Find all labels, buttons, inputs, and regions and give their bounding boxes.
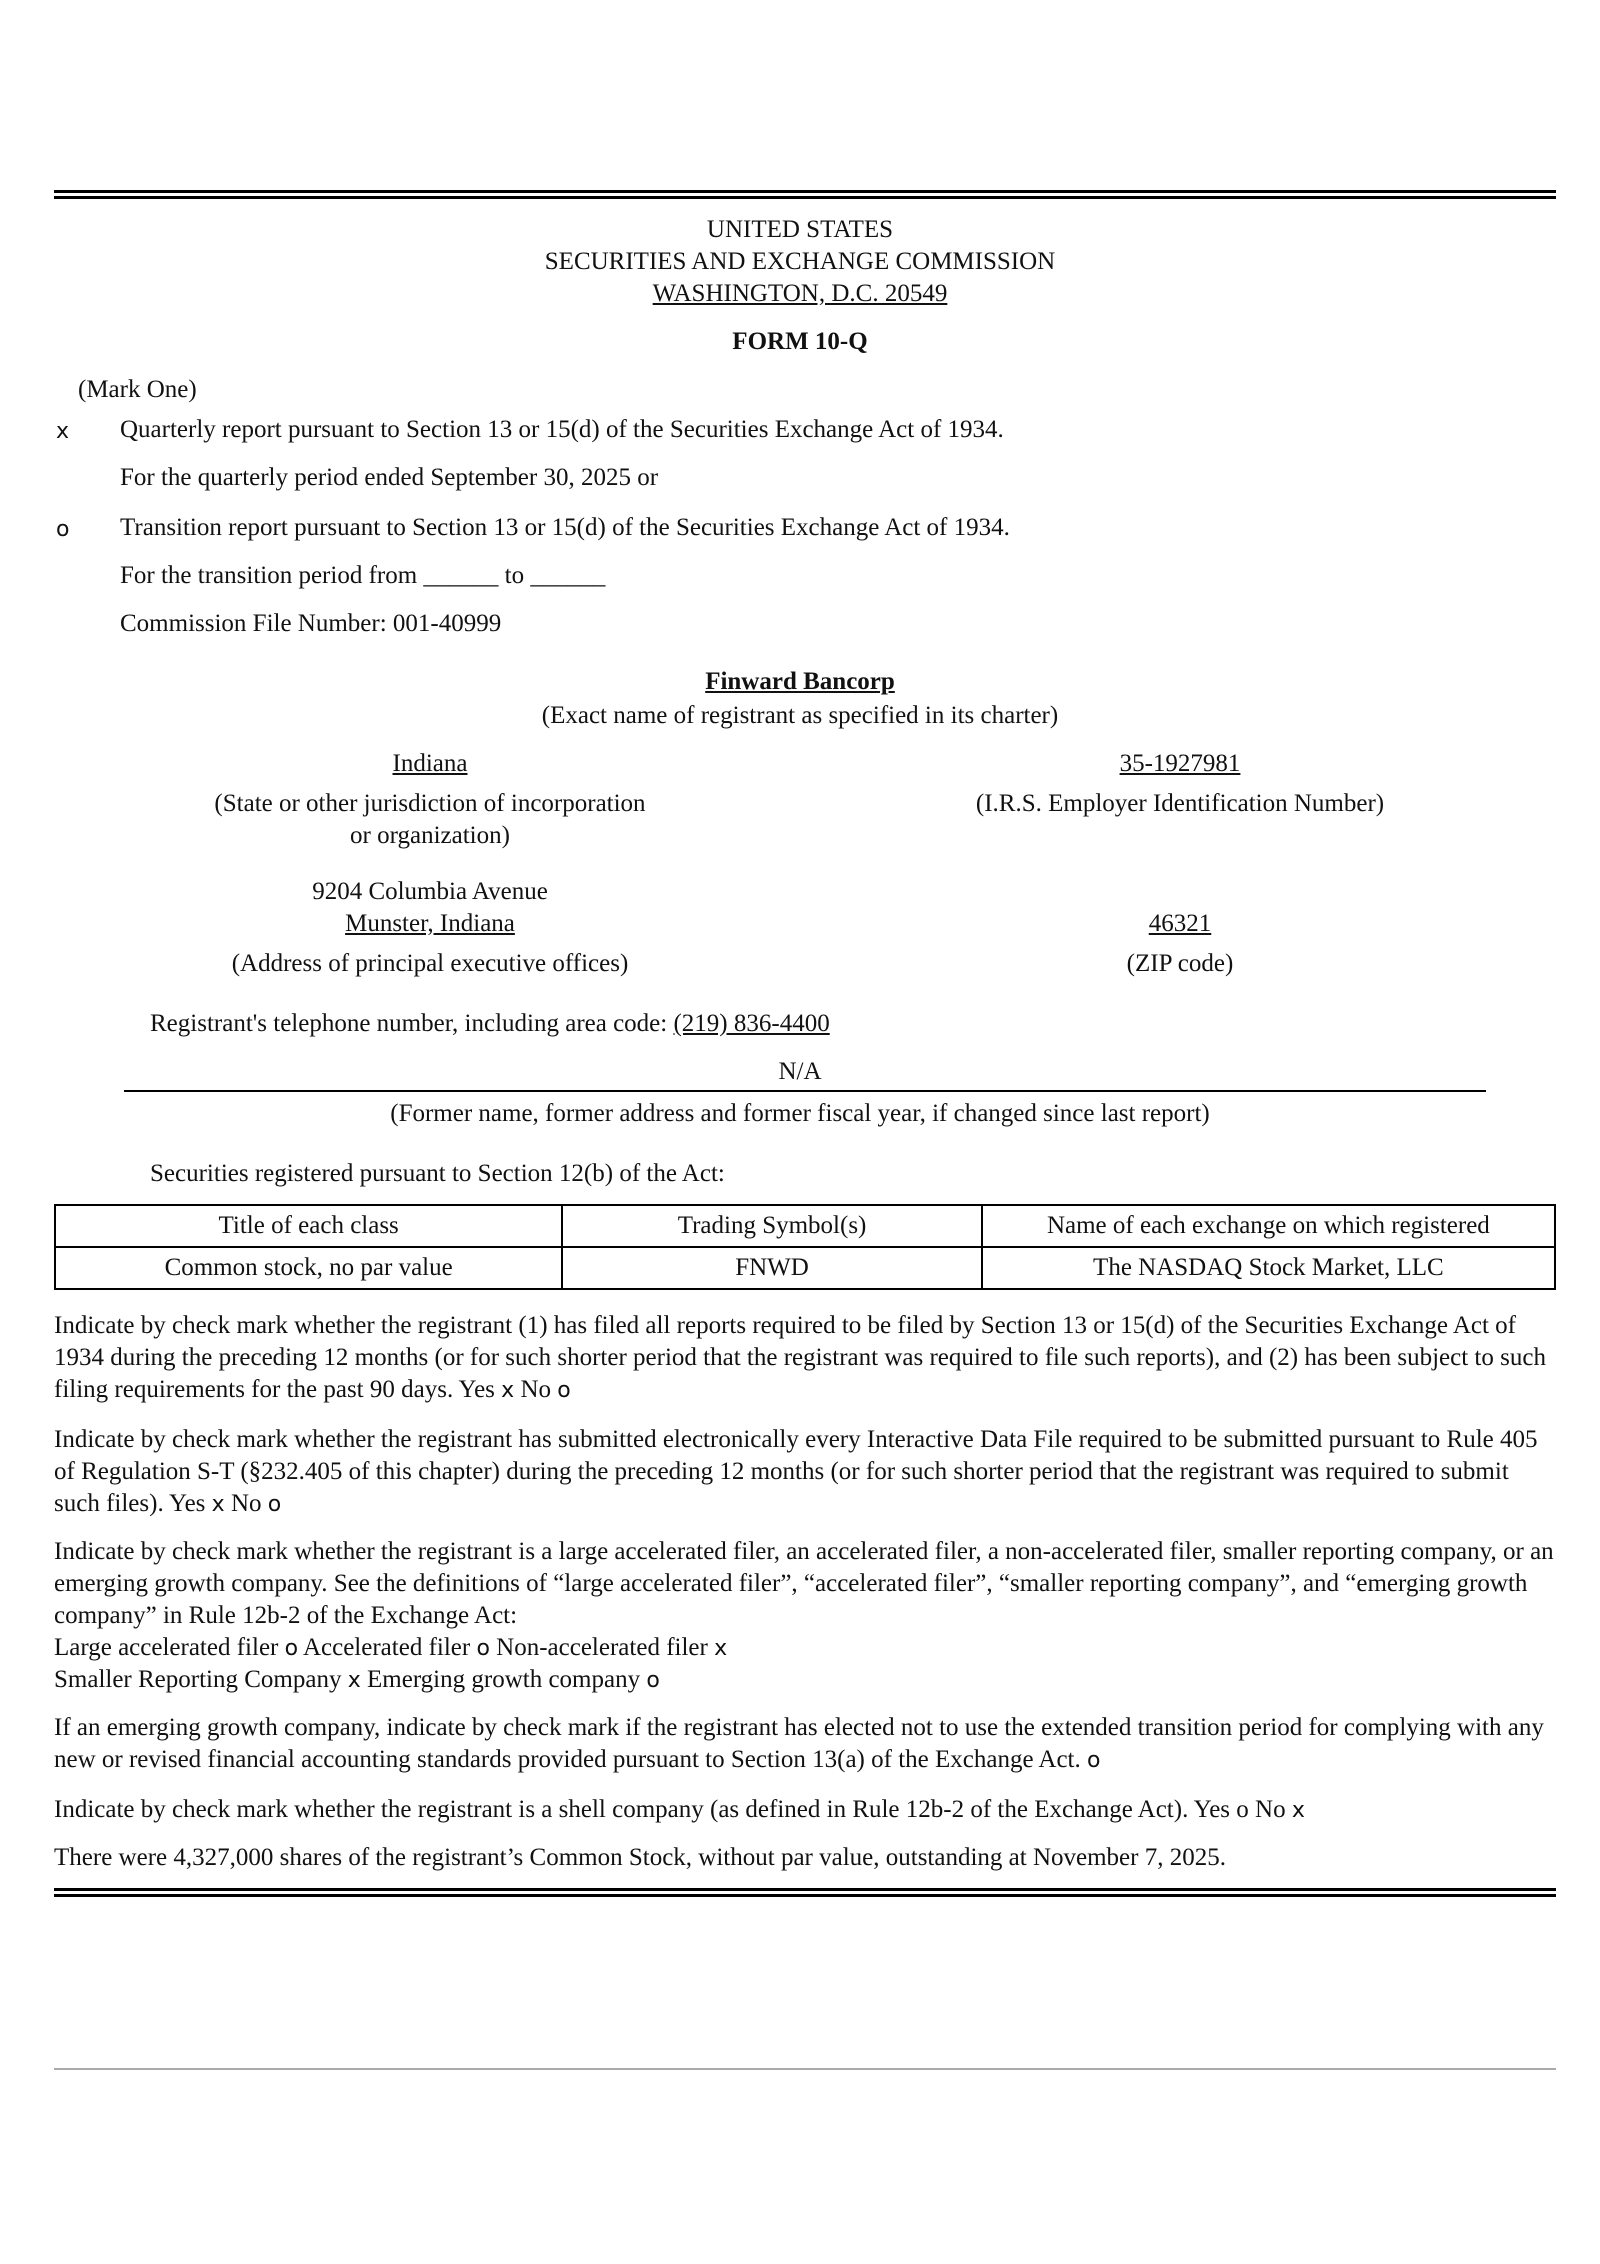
header-address <box>0 278 1600 310</box>
zip-code <box>880 908 1480 940</box>
interactive-data-yes-mark: x <box>211 1492 225 1517</box>
shell-company-no-mark: x <box>1291 1798 1305 1823</box>
smaller-reporting-mark: x <box>347 1668 361 1693</box>
ein-text: 35-1927981 <box>1119 750 1241 777</box>
zip-caption: (ZIP code) <box>1126 950 1234 977</box>
emerging-growth-mark: o <box>646 1668 660 1693</box>
emerging-growth-election-mark: o <box>1087 1748 1101 1773</box>
registrant-name-text: Finward Bancorp <box>705 668 895 695</box>
telephone-number: (219) 836-4400 <box>673 1010 830 1037</box>
ein-caption: (I.R.S. Employer Identification Number) <box>975 790 1385 817</box>
securities-intro: Securities registered pursuant to Section 12(b) of the Act: <box>150 1160 725 1187</box>
reports-filed-text: Indicate by check mark whether the registrant (1) has filed all reports required to be filed by Section 13 or 15(d) of the Securities Exchange Act of 1934 during the preceding 12 months (or for such shorter period that the registrant was required to file such reports), and (2) has been subject to such filing requirements for the past 90 days. Yes <box>54 1312 1546 1403</box>
address-caption: (Address of principal executive offices) <box>231 950 629 977</box>
securities-table <box>54 1204 1556 1290</box>
zip-text: 46321 <box>1148 910 1212 937</box>
shell-company-paragraph <box>54 1794 1558 1827</box>
filer-status-line2 <box>54 1664 1558 1697</box>
header-title-of-class: Title of each class <box>55 1205 562 1247</box>
smaller-reporting-label: Smaller Reporting Company <box>54 1666 348 1693</box>
registrant-name-caption: (Exact name of registrant as specified in its charter) <box>541 702 1059 729</box>
interactive-data-no-mark: o <box>267 1492 282 1517</box>
large-accelerated-label: Large accelerated filer <box>54 1634 285 1661</box>
mark-one: (Mark One) <box>78 376 197 403</box>
cell-exchange: The NASDAQ Stock Market, LLC <box>982 1247 1555 1289</box>
transition-report-text: Transition report pursuant to Section 13 or 15(d) of the Securities Exchange Act of 1934. <box>120 514 1010 541</box>
non-accelerated-mark: x <box>714 1636 728 1661</box>
former-name-value: N/A <box>778 1058 822 1085</box>
header-trading-symbol: Trading Symbol(s) <box>562 1205 981 1247</box>
reports-filed-no-mark: o <box>557 1378 571 1403</box>
interactive-data-text: Indicate by check mark whether the registrant has submitted electronically every Interactive Data File required to be submitted pursuant to Rule 405 of Regulation S-T (§232.405 of this chapter) during the preceding 12 months (or for such shorter period that the registrant was required to submit such files). Yes <box>54 1426 1538 1517</box>
address-line2 <box>130 908 730 940</box>
header-address-text: WASHINGTON, D.C. 20549 <box>652 280 948 307</box>
registrant-name <box>0 666 1600 698</box>
emerging-growth-label: Emerging growth company <box>360 1666 647 1693</box>
top-double-rule <box>54 190 1556 199</box>
employer-id-number <box>880 748 1480 780</box>
filer-status-paragraph: Indicate by check mark whether the registrant is a large accelerated filer, an accelerated filer, a non-accelerated filer, smaller reporting company, or an emerging growth company. See the definitions of “large accelerated filer”, “accelerated filer”, “smaller reporting company”, and “emerging growth company” in Rule 12b-2 of the Exchange Act: <box>54 1538 1554 1629</box>
quarterly-period: For the quarterly period ended September 30, 2025 or <box>120 464 659 491</box>
header-sec: SECURITIES AND EXCHANGE COMMISSION <box>544 248 1056 275</box>
state-caption-line2: or organization) <box>350 822 510 849</box>
telephone-line <box>150 1008 830 1040</box>
accelerated-mark: o <box>476 1636 490 1661</box>
state-of-incorporation <box>130 748 730 780</box>
cell-trading-symbol: FNWD <box>562 1247 981 1289</box>
state-caption-line1: (State or other jurisdiction of incorporation <box>214 790 646 817</box>
transition-checkmark: o <box>56 517 70 542</box>
large-accelerated-mark: o <box>284 1636 299 1661</box>
table-header-row <box>55 1205 1555 1247</box>
quarterly-checkmark: x <box>56 419 70 444</box>
header-exchange-name: Name of each exchange on which registered <box>982 1205 1555 1247</box>
telephone-label: Registrant's telephone number, including area code: <box>150 1010 674 1037</box>
cell-class-title: Common stock, no par value <box>55 1247 562 1289</box>
reports-filed-no-label: No <box>514 1376 558 1403</box>
table-row <box>55 1247 1555 1289</box>
reports-filed-paragraph <box>54 1310 1558 1407</box>
shares-outstanding: There were 4,327,000 shares of the registrant’s Common Stock, without par value, outstanding at November 7, 2025. <box>54 1844 1226 1871</box>
state-text: Indiana <box>392 750 468 777</box>
shell-company-text: Indicate by check mark whether the registrant is a shell company (as defined in Rule 12b-2 of the Exchange Act). Yes o No <box>54 1796 1292 1823</box>
quarterly-report-text: Quarterly report pursuant to Section 13 or 15(d) of the Securities Exchange Act of 1934. <box>120 416 1004 443</box>
emerging-growth-text: If an emerging growth company, indicate by check mark if the registrant has elected not to use the extended transition period for complying with any new or revised financial accounting standards provided pursuant to Section 13(a) of the Exchange Act. <box>54 1714 1544 1773</box>
filer-status-line1 <box>54 1632 1558 1665</box>
interactive-data-no-label: No <box>224 1490 268 1517</box>
non-accelerated-label: Non-accelerated filer <box>489 1634 715 1661</box>
reports-filed-yes-mark: x <box>501 1378 515 1403</box>
address-line1: 9204 Columbia Avenue <box>312 878 548 905</box>
bottom-double-rule <box>54 1888 1556 1897</box>
header-united-states: UNITED STATES <box>706 216 894 243</box>
interactive-data-paragraph <box>54 1424 1558 1521</box>
page-bottom-rule <box>54 2068 1556 2070</box>
transition-period: For the transition period from ______ to ______ <box>120 562 606 589</box>
form-title: FORM 10-Q <box>732 328 868 355</box>
address-line2-text: Munster, Indiana <box>345 910 515 937</box>
emerging-growth-paragraph <box>54 1712 1558 1777</box>
accelerated-label: Accelerated filer <box>298 1634 477 1661</box>
former-name-rule <box>124 1090 1486 1092</box>
commission-file-number: Commission File Number: 001-40999 <box>120 610 502 637</box>
former-name-caption: (Former name, former address and former fiscal year, if changed since last report) <box>390 1100 1210 1127</box>
